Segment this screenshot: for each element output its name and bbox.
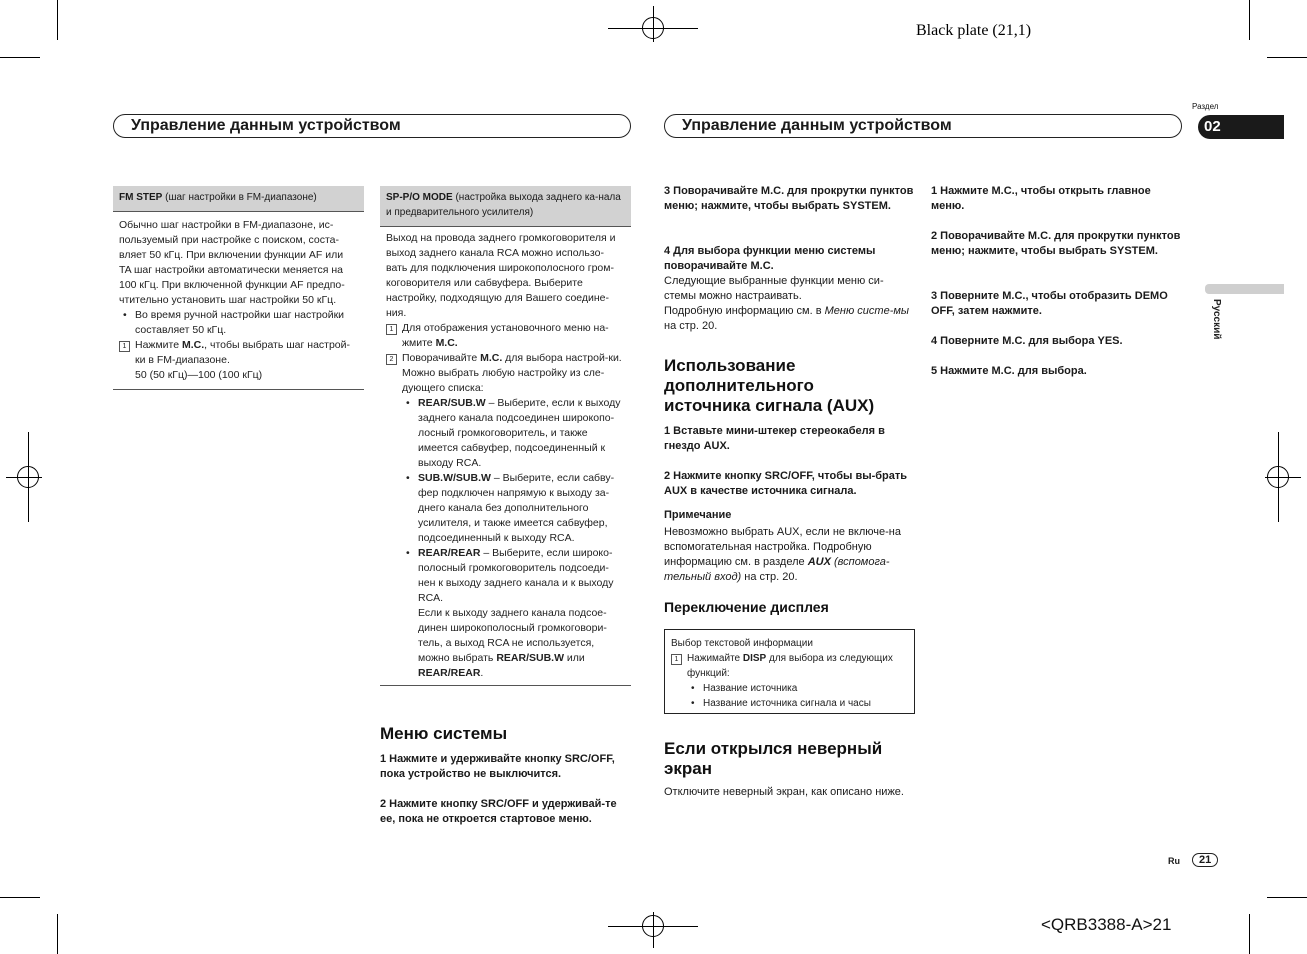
display-box-step: 1 Нажимайте DISP для выбора из следующих функций: (671, 651, 908, 681)
fm-step-line: TA шаг настройки автоматически меняется на (119, 264, 343, 276)
fm-step-table (113, 186, 364, 390)
sp-po-term: SP-P/O MODE (386, 192, 453, 203)
crop-mark (1267, 897, 1307, 898)
wrong-step-2: 2 Поворачивайте M.C. для прокрутки пунктов меню; нажмите, чтобы выбрать SYSTEM. (931, 230, 1181, 257)
registration-mark (642, 915, 664, 937)
sp-po-option: • REAR/SUB.W – Выберите, если к выходу заднего канала подсоединен широкопо-лосный громкоговоритель, и также имеется сабвуфер, подсоединенный к выходу RCA. (402, 396, 625, 471)
section-label: Раздел (1192, 102, 1219, 111)
menu-step-4-body: Следующие выбранные функции меню си-стемы можно настраивать. (664, 275, 884, 302)
footer-page-number: 21 (1192, 853, 1218, 867)
fm-step-line: Обычно шаг настройки в FM-диапазоне, ис- (119, 219, 334, 231)
wrong-step-1: 1 Нажмите M.C., чтобы открыть главное меню. (931, 185, 1151, 212)
sp-po-option: • SUB.W/SUB.W – Выберите, если сабву-фер подключен напрямую к выходу за-днего канала без дополнительного усилителя, и также имеется сабвуфер, подсоединенный к выходу RCA. (402, 471, 625, 546)
fm-step-line: чтительно установить шаг настройки 50 кГц. (119, 294, 337, 306)
plate-label: Black plate (21,1) (916, 22, 1032, 39)
section-number: 02 (1204, 118, 1221, 135)
sp-po-option: • REAR/REAR – Выберите, если широко-полосный громкоговоритель подсоеди-нен к выходу заднего канала и к выходу RCA. Если к выходу заднего канала подсое-динен широкополосный громкоговори-тель, а выход RCA не используется, можно выбрать REAR/SUB.W или REAR/REAR. (402, 546, 625, 681)
sp-po-step-2: 2 Поворачивайте M.C. для выбора настрой-ки. (386, 351, 625, 366)
crop-mark (1249, 914, 1250, 954)
page-code: <QRB3388-A>21 (1041, 915, 1172, 934)
fm-step-line: вляет 50 кГц. При включении функции AF или (119, 249, 344, 261)
fm-step-term: FM STEP (119, 192, 163, 203)
sp-po-desc: (настройка выхода заднего ка-нала и предварительного усилителя) (386, 192, 621, 218)
fm-step-desc: (шаг настройки в FM-диапазоне) (162, 192, 317, 203)
sp-po-step-2-more: Можно выбрать любую настройку из сле-дующего списка: (402, 367, 605, 394)
crop-mark (1249, 0, 1250, 40)
aux-step-2: 2 Нажмите кнопку SRC/OFF, чтобы вы-брать AUX в качестве источника сигнала. (664, 470, 908, 497)
system-menu-step-1: 1 Нажмите и удерживайте кнопку SRC/OFF, пока устройство не выключится. (380, 753, 615, 780)
note-body: Невозможно выбрать AUX, если не включе-на вспомогательная настройка. Подробную информацию см. в разделе AUX (вспомога-тельный вход) на стр. 20. (664, 526, 901, 583)
crop-mark (57, 0, 58, 40)
wrong-screen-body: Отключите неверный экран, как описано ниже. (664, 786, 904, 798)
display-option: • Название источника (687, 681, 908, 696)
wrong-screen-heading: Если открылся неверный экран (664, 739, 883, 778)
system-menu-step-2: 2 Нажмите кнопку SRC/OFF и удерживай-те ее, пока не откроется стартовое меню. (380, 798, 617, 825)
fm-step-values: 50 (50 кГц)—100 (100 кГц) (135, 369, 263, 381)
fm-step-table-header (113, 186, 364, 211)
crop-mark (0, 897, 40, 898)
sp-po-intro: Выход на провода заднего громкоговорителя и выход заднего канала RCA можно использо-вать для подключения широкополосного гром-коговорителя или сабвуфера. Выберите настройку, подходящую для Вашего соедине-ния. (386, 232, 616, 319)
crop-mark (0, 57, 40, 58)
display-info-box (664, 629, 915, 714)
footer-language: Ru (1168, 856, 1180, 866)
fm-step-bullet: • Во время ручной настройки шаг настройки составляет 50 кГц. (119, 308, 358, 338)
menu-step-4-ref: Подробную информацию см. в Меню систе-мы на стр. 20. (664, 305, 909, 332)
header-left: Управление данным устройством (113, 114, 631, 138)
table-divider (380, 685, 631, 686)
sp-po-step-1: 1 Для отображения установочного меню на-жмите M.C. (386, 321, 625, 351)
crop-mark (57, 914, 58, 954)
note-title: Примечание (664, 509, 732, 521)
display-option: • Название источника сигнала и часы (687, 696, 908, 711)
language-tab (1205, 284, 1284, 294)
system-menu-heading: Меню системы (380, 724, 508, 743)
registration-mark (17, 466, 39, 488)
header-right: Управление данным устройством (664, 114, 1182, 138)
aux-heading: Использование дополнительного источника сигнала (AUX) (664, 356, 875, 415)
aux-step-1: 1 Вставьте мини-штекер стереокабеля в гнездо AUX. (664, 425, 885, 452)
wrong-step-3: 3 Поверните M.C., чтобы отобразить DEMO OFF, затем нажмите. (931, 290, 1168, 317)
registration-mark (642, 17, 664, 39)
display-box-title: Выбор текстовой информации (671, 638, 813, 649)
sp-po-mode-table (380, 186, 631, 686)
language-label: Русский (1211, 299, 1222, 340)
fm-step-instruction: 1 Нажмите M.C., чтобы выбрать шаг настрой-ки в FM-диапазоне. (119, 338, 358, 368)
fm-step-line: 100 кГц. При включенной функции AF предпо- (119, 279, 345, 291)
sp-po-table-header (380, 186, 631, 226)
sp-po-option-note: Если к выходу заднего канала подсое-динен широкополосный громкоговори-тель, а выход RCA не используется, можно выбрать REAR/SUB.W или REAR/REAR. (418, 607, 607, 679)
wrong-step-4: 4 Поверните M.C. для выбора YES. (931, 335, 1123, 347)
menu-step-3: 3 Поворачивайте M.C. для прокрутки пунктов меню; нажмите, чтобы выбрать SYSTEM. (664, 185, 914, 212)
display-switch-heading: Переключение дисплея (664, 599, 829, 615)
crop-mark (1267, 57, 1307, 58)
table-divider (113, 389, 364, 390)
wrong-step-5: 5 Нажмите M.C. для выбора. (931, 365, 1087, 377)
menu-step-4: 4 Для выбора функции меню системы поворачивайте M.C. (664, 245, 876, 272)
fm-step-line: пользуемый при настройке с поиском, соста- (119, 234, 340, 246)
registration-mark (1267, 466, 1289, 488)
